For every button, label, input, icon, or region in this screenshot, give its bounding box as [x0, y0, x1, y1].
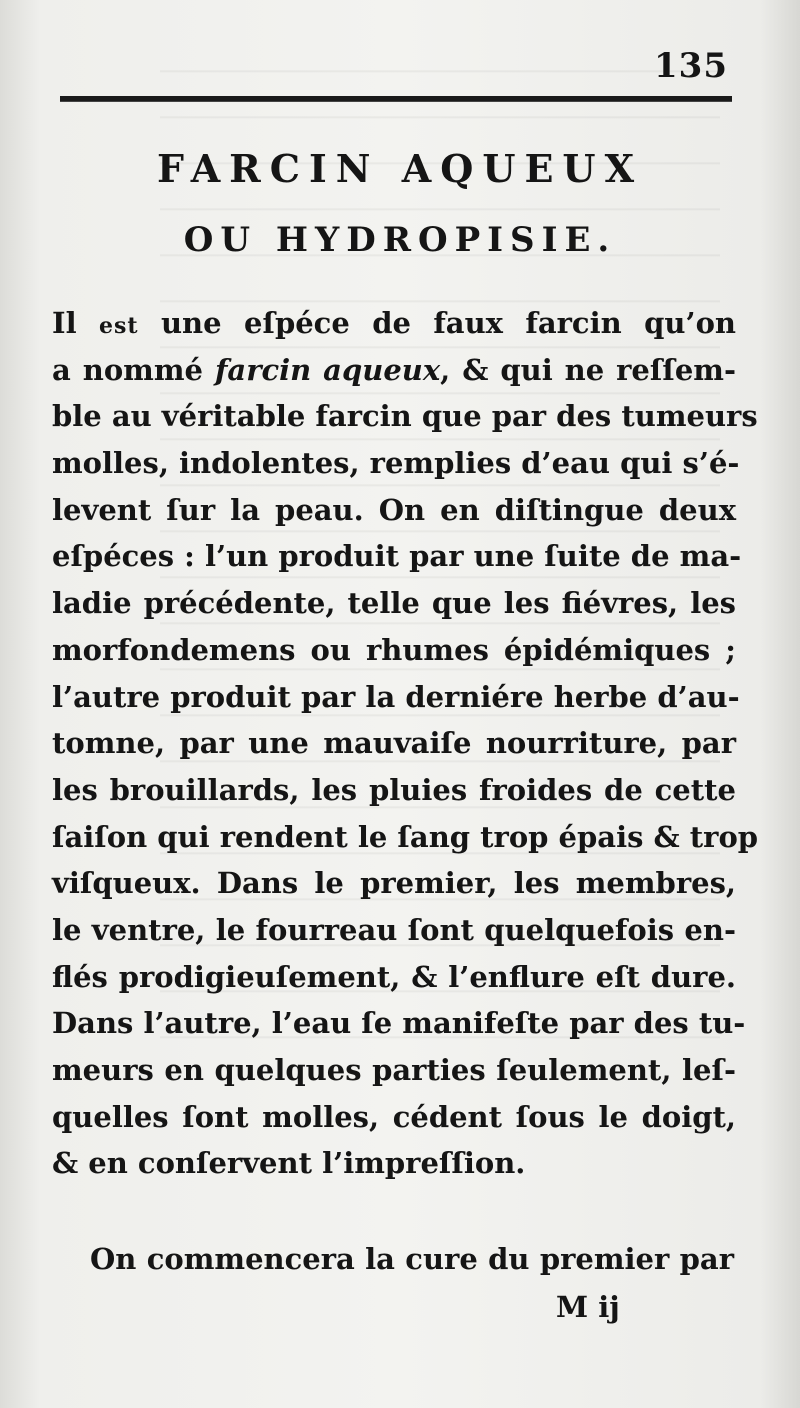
chapter-title-line-2: OU HYDROPISIE. — [183, 220, 617, 260]
text-line: les brouillards, les pluies froides de cette — [52, 772, 736, 807]
text-line: ble au véritable farcin que par des tumeurs — [52, 399, 758, 434]
text-line: molles, indolentes, remplies d’eau qui s’é- — [52, 446, 740, 481]
text-line: viſqueux. Dans le premier, les membres, — [52, 866, 736, 901]
text-line — [52, 347, 736, 394]
text-line: morfondemens ou rhumes épidémiques ; — [52, 632, 736, 667]
header-rule — [60, 96, 732, 102]
opening-smallcaps: est — [99, 313, 139, 339]
text-line: quelles ſont molles, cédent ſous le doigt, — [52, 1099, 736, 1134]
text-line: tomne, par une mauvaiſe nourriture, par — [52, 726, 736, 761]
text-span: a nommé — [52, 352, 215, 387]
text-line: le ventre, le fourreau ſont quelquefois en- — [52, 912, 736, 947]
page-number: 135 — [654, 46, 728, 86]
text-line: meurs en quelques parties ſeulement, leſ- — [52, 1053, 736, 1087]
text-span: une eſpéce de faux farcin qu’on — [138, 306, 736, 340]
text-span: , & qui ne reſſem- — [440, 352, 736, 387]
paragraph-1 — [52, 300, 759, 1187]
signature-mark: M ij — [556, 1290, 620, 1324]
text-line: On commencera la cure du premier par — [90, 1242, 734, 1276]
paragraph-2 — [90, 1236, 734, 1283]
text-line: ladie précédente, telle que les fiévres, les — [52, 586, 736, 621]
text-line — [52, 300, 736, 347]
text-line: flés prodigieuſement, & l’enflure eſt dure. — [52, 959, 736, 994]
text-line: & en conſervent l’impreſſion. — [52, 1146, 526, 1181]
opening-initial: Il — [52, 306, 77, 340]
text-line: eſpéces : l’un produit par une ſuite de ma- — [52, 539, 742, 574]
chapter-title-line-1: FARCIN AQUEUX — [156, 146, 644, 191]
italic-term: farcin aqueux — [214, 352, 441, 387]
text-line: Dans l’autre, l’eau ſe manifeſte par des tu- — [52, 1006, 746, 1041]
text-line: l’autre produit par la derniére herbe d’au- — [52, 679, 740, 714]
text-line: levent ſur la peau. On en diſtingue deux — [52, 492, 736, 527]
text-line: ſaiſon qui rendent le ſang trop épais & trop — [52, 819, 759, 854]
